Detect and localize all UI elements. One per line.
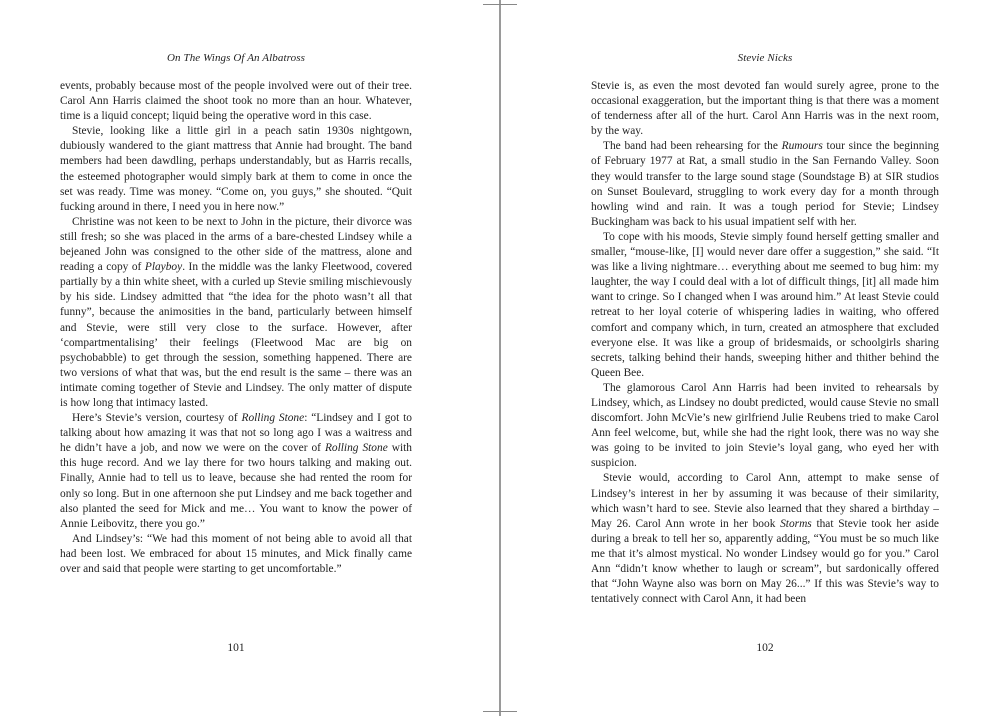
right-page-number: 102: [756, 642, 774, 654]
paragraph: Here’s Stevie’s version, courtesy of Rolling Stone: “Lindsey and I got to talking about how amazing it was that not so long ago I was a waitress and he didn’t have a job, and now we were on the cover of Rolling Stone with this huge record. And we lay there for two hours talking and making out. Finally, Annie had to tell us to leave, because she had rented the room for only so long. But in one afternoon she put Lindsey and me back together and also planted the seed for Mick and me… You want to know the power of Annie Leibovitz, there you go.”: [60, 412, 412, 530]
italic-title: Rolling Stone: [324, 442, 388, 455]
paragraph: Stevie, looking like a little girl in a peach satin 1930s nightgown, dubiously wandered to the giant mattress that Annie had brought. The band members had been dawdling, perhaps understandably, but as Harris recalls, the esteemed photographer would simply bark at them to come in once the set was ready. Time was money. “Come on, you guys,” she shouted. “Quit fucking around in there, I need you in here now.”: [60, 125, 412, 213]
crop-mark-top: [483, 4, 517, 5]
italic-title: Storms: [780, 517, 812, 530]
left-page: [60, 0, 412, 716]
paragraph: Christine was not keen to be next to John in the picture, their divorce was still fresh; so she was placed in the arms of a bare-chested Lindsey while a bejeaned John was consigned to the other side of the mattress, alone and reading a copy of Playboy. In the middle was the lanky Fleetwood, covered partially by a thin white sheet, with a curled up Stevie smiling mischievously by his side. Lindsey admitted that “the idea for the photo wasn’t all that funny”, because the animosities in the band, particularly between himself and Stevie, were still very close to the surface. However, after ‘compartmentalising’ their feelings (Fleetwood Mac are big on psychobabble) to get through the session, something happened. There are two versions of what that was, but the end result is the same – there was an intimate coming together of Stevie and Lindsey. The only matter of dispute is how long that intimacy lasted.: [60, 215, 413, 409]
italic-title: Rolling Stone: [241, 412, 305, 425]
paragraph: Stevie is, as even the most devoted fan would surely agree, prone to the occasional exaggeration, but the important thing is that there was a moment of tenderness after all of the hurt. Carol Ann Harris was in the next room, by the way.: [591, 80, 939, 138]
left-page-number: 101: [227, 642, 245, 654]
paragraph: Stevie would, according to Carol Ann, attempt to make sense of Lindsey’s interest in her by assuming it was because of their similarity, which wasn’t hard to see. Stevie also learned that they shared a birthday – May 26. Carol Ann wrote in her book Storms that Stevie took her aside during a break to tell her so, apparently adding, “You must be so much like me that it’s almost mystical. No wonder Lindsey would go for you.” Carol Ann “didn’t know whether to laugh or scream”, but sardonically offered that “John Wayne also was born on May 26...” If this was Stevie’s way to tentatively connect with Carol Ann, it had been: [591, 472, 939, 606]
right-body-text: [591, 79, 939, 607]
right-page: [591, 0, 939, 716]
paragraph: The glamorous Carol Ann Harris had been invited to rehearsals by Lindsey, which, as Lindsey no doubt predicted, would cause Stevie no small discomfort. John McVie’s new girlfriend Julie Reubens tried to make Carol Ann feel welcome, but, while she had the right look, there was no way she was going to be invited to join Stevie’s loyal gang, who eyed her with suspicion.: [591, 381, 939, 470]
left-running-head: On The Wings Of An Albatross: [167, 52, 305, 64]
paragraph: And Lindsey’s: “We had this moment of not being able to avoid all that had been lost. We embraced for about 15 minutes, and Mick finally came over and said that people were starting to get uncomfortable.”: [60, 532, 412, 575]
right-running-head: Stevie Nicks: [737, 52, 793, 64]
left-body-text: [60, 79, 412, 577]
paragraph: events, probably because most of the people involved were out of their tree. Carol Ann Harris claimed the shoot took no more than an hour. Whatever, time is a liquid concept; liquid being the operative word in this case.: [60, 80, 412, 123]
paragraph: To cope with his moods, Stevie simply found herself getting smaller and smaller, “mouse-like, [I] would never dare offer a suggestion,” she said. “It was like a living nightmare… everything about me seemed to bug him: my laughter, the way I could deal with a lot of difficult things, [it] all made him want to cringe. So I changed when I was around him.” At least Stevie could retreat to her loyal coterie of whispering ladies in waiting, who offered comfort and company which, in turn, created an atmosphere that excluded everyone else. It was like a group of bridesmaids, or schoolgirls sharing secrets, talking behind their hands, sweeping hither and thither behind the Queen Bee.: [591, 230, 939, 379]
crop-mark-bottom: [483, 711, 517, 712]
gutter-line: [499, 0, 501, 716]
italic-title: Rumours: [781, 140, 823, 153]
italic-title: Playboy: [144, 261, 183, 274]
paragraph: The band had been rehearsing for the Rumours tour since the beginning of February 1977 at Rat, a small studio in the San Fernando Valley. Soon they would transfer to the large sound stage (Soundstage B) at SIR studios on Sunset Boulevard, struggling to work every day for a month through howling wind and rain. It was a tough period for Stevie; Lindsey Buckingham was back to his usual impatient self with her.: [591, 140, 939, 228]
